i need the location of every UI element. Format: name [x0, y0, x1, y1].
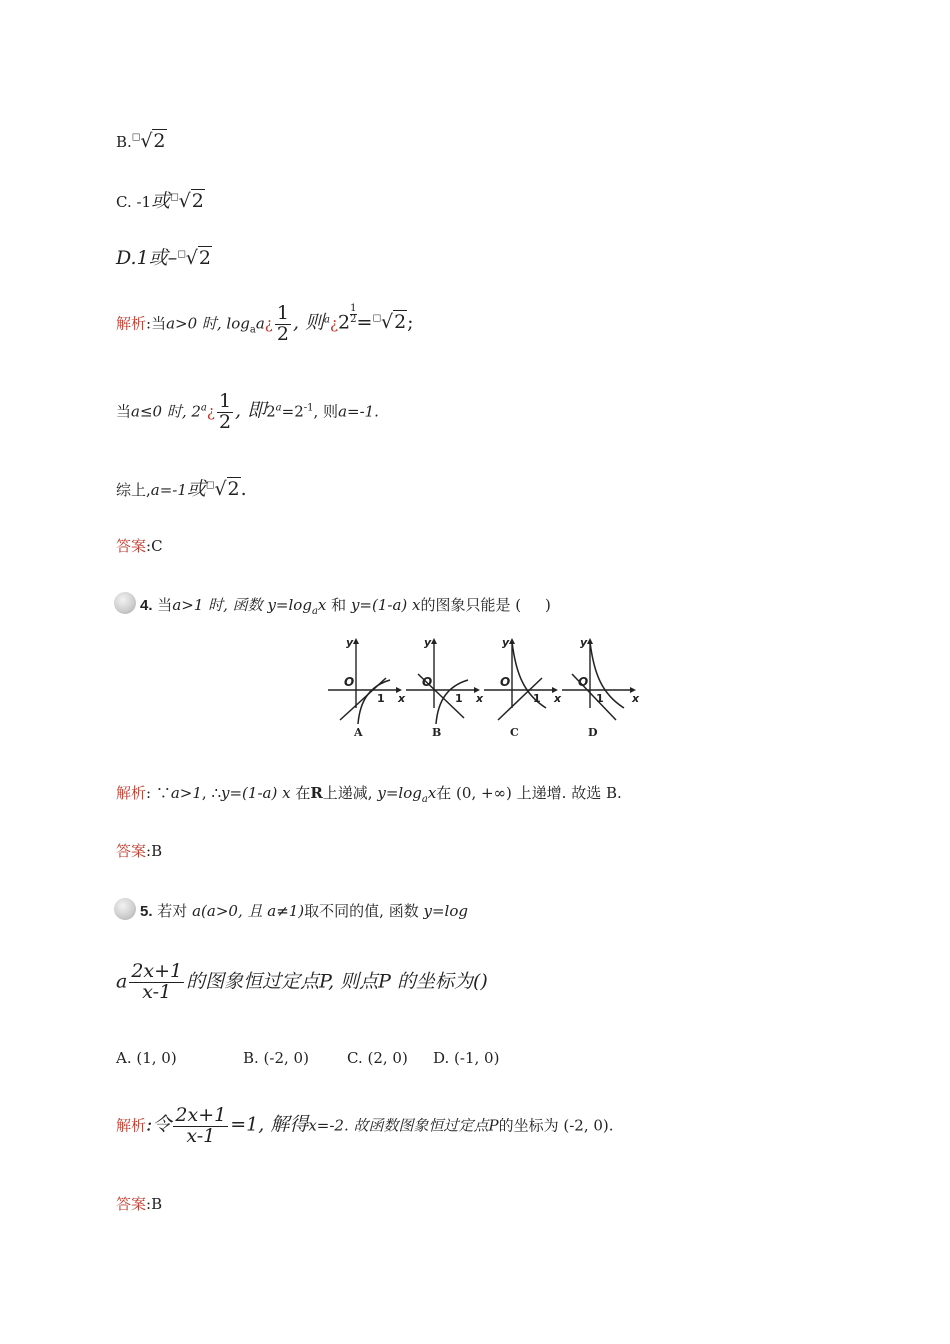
tick-one-label: 1 — [533, 692, 541, 705]
radical-b: □√2 — [131, 130, 166, 152]
y-axis-arrow — [353, 638, 359, 644]
q5-question-line2: a $\frac{2x+1}{x-1}$ 的图象恒过定点P, 则点P 的坐标为() — [116, 960, 488, 1003]
radical-d: □√2 — [177, 247, 211, 269]
graph-caption: A — [354, 726, 363, 739]
q5-option-d: D. (-1, 0) — [433, 1049, 500, 1067]
bullet-icon — [114, 898, 136, 920]
log-curve — [358, 680, 390, 724]
fraction-expr: $\frac{2x+1}{x-1}$ — [131, 960, 183, 1003]
tick-one-label: 1 — [596, 692, 604, 705]
q3-solution-line1: 解析:当a>0 时, $\log_aa¿$ $\frac{1}{2}$ , 则$^a$¿2 $\frac{1}{2}$ =□√2; — [116, 302, 414, 345]
origin-label: O — [578, 675, 589, 689]
q3-answer: 答案:C — [116, 537, 163, 555]
q5-answer: 答案:B — [116, 1195, 163, 1213]
answer-label: 答案 — [116, 537, 147, 555]
solution-label: 解析 — [116, 314, 147, 333]
bullet-icon — [114, 592, 136, 614]
q5-question: 5. 若对 a(a>0, 且 a≠1)取不同的值, 函数 y=log — [114, 900, 468, 923]
y-axis-arrow — [431, 638, 437, 644]
graph-option-a — [328, 636, 406, 739]
fraction-half: $\frac{1}{2}$ — [276, 302, 289, 345]
graph-caption: D — [588, 726, 598, 739]
q5-solution: 解析:令 $\frac{2x+1}{x-1}$ =1, 解得x=-2. 故函数图象恒过定点P的坐标为 (-2, 0). — [116, 1104, 614, 1147]
x-axis-label: x — [632, 692, 640, 705]
tick-one-label: 1 — [455, 692, 463, 705]
origin-label: O — [500, 675, 511, 689]
x-axis-label: x — [476, 692, 484, 705]
tick-one-label: 1 — [377, 692, 385, 705]
y-axis-label: y — [502, 636, 510, 649]
q3-solution-line2: 当a≤0 时, 2$^a$¿ $\frac{1}{2}$ , 即$2^a=2^{-1}$, 则a=-1. — [116, 390, 379, 433]
x-axis-label: x — [398, 692, 406, 705]
graph-option-b — [406, 636, 484, 739]
q4-question: 4. 当a>1 时, 函数 $y=\log_ax$ 和 y=(1-a) x的图象只能是 ( ) — [114, 594, 551, 617]
radical-c: □√2 — [170, 190, 204, 212]
q5-option-a: A. (1, 0) — [116, 1049, 177, 1067]
q4-solution: 解析: ∵a>1, ∴y=(1-a) x 在R上递减, $y=\log_ax$在 (0, +∞) 上递增. 故选 B. — [116, 784, 622, 805]
origin-label: O — [422, 675, 433, 689]
q5-option-c: C. (2, 0) — [347, 1049, 408, 1067]
graph-option-c — [484, 636, 562, 739]
graph-caption: B — [432, 726, 442, 739]
q4-graph-options — [322, 634, 640, 744]
q5-option-b: B. (-2, 0) — [243, 1049, 309, 1067]
q3-summary: 综上,a=-1或□√2. — [116, 478, 247, 500]
log-curve — [512, 642, 546, 708]
graph-option-d — [562, 636, 640, 739]
y-axis-label: y — [346, 636, 354, 649]
option-b-prefix: B. — [116, 133, 132, 151]
q4-answer: 答案:B — [116, 842, 163, 860]
y-axis-label: y — [424, 636, 432, 649]
option-d: D.1或–□√2 — [116, 247, 211, 269]
origin-label: O — [344, 675, 355, 689]
y-axis-label: y — [580, 636, 588, 649]
option-c: C. -1或□√2 — [116, 190, 204, 212]
x-axis-label: x — [554, 692, 562, 705]
option-b — [116, 130, 167, 152]
graph-caption: C — [510, 726, 519, 739]
